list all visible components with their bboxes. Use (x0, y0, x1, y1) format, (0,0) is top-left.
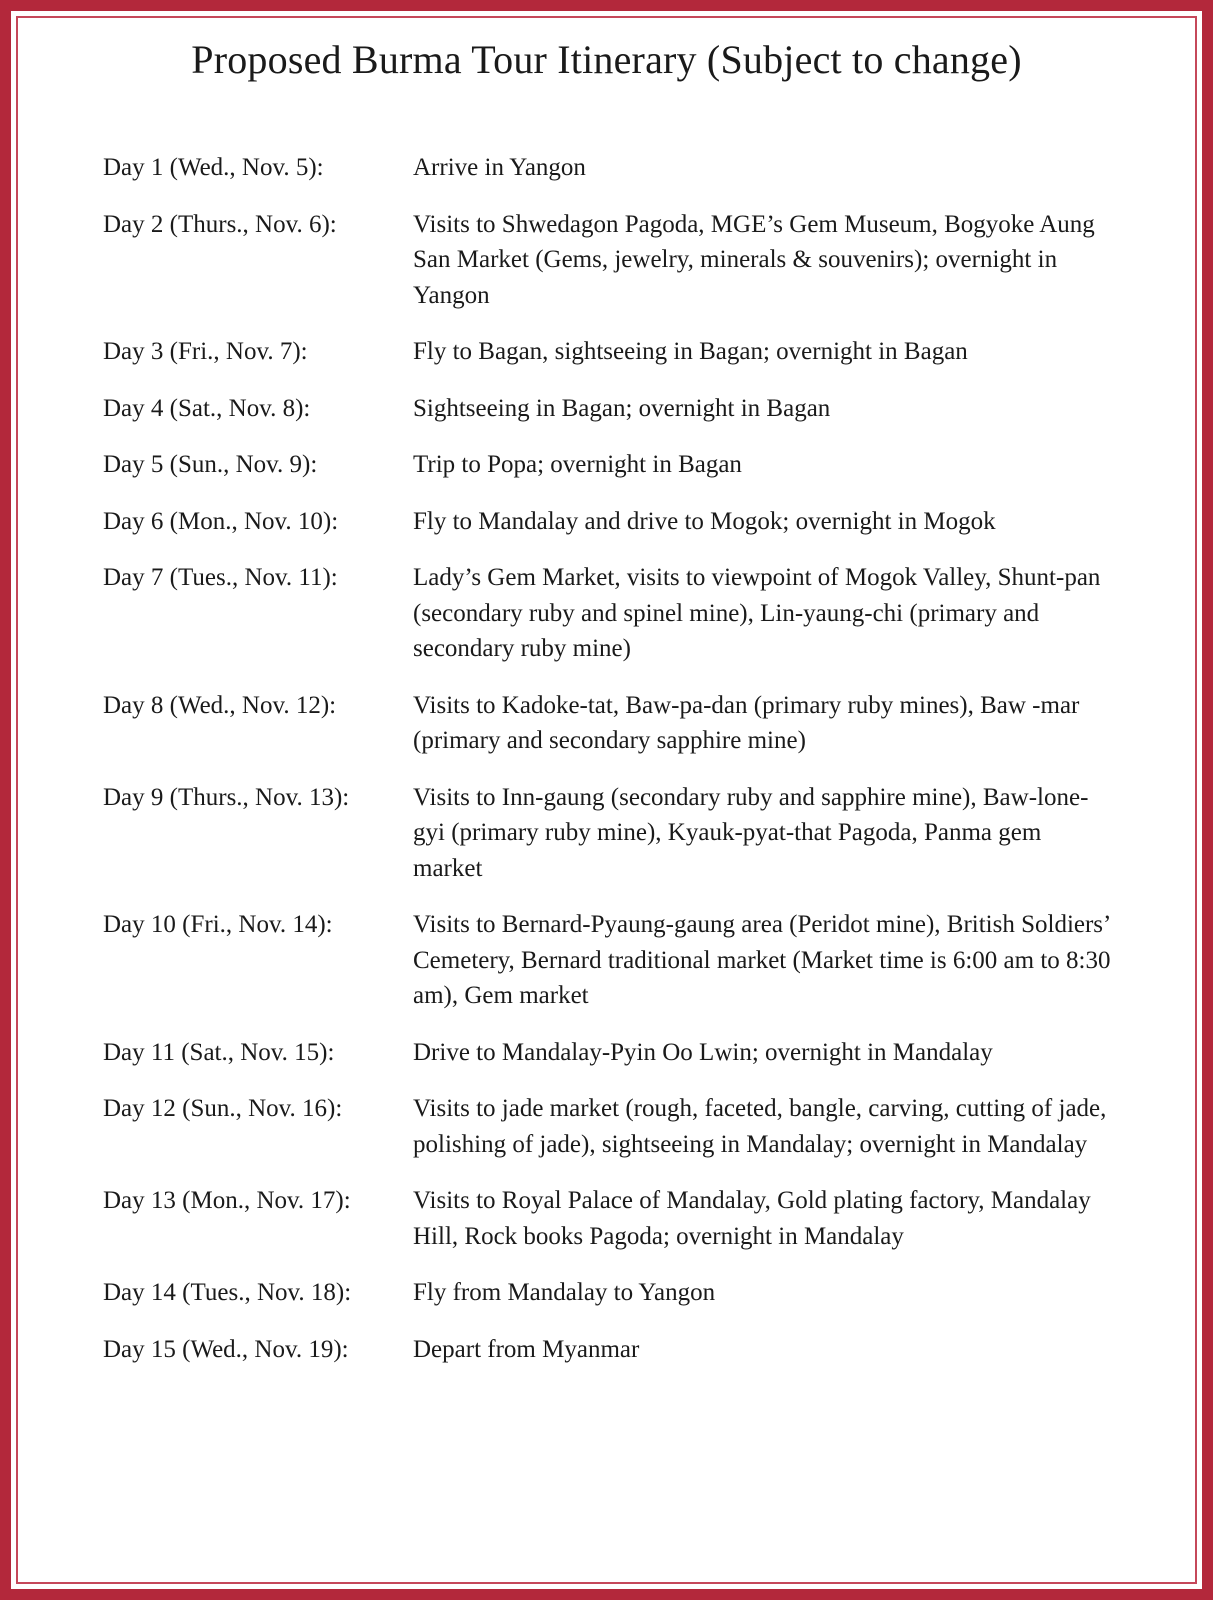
itinerary-row (103, 1275, 1113, 1311)
day-label: Day 7 (Tues., Nov. 11): (103, 564, 338, 591)
day-label: Day 3 (Fri., Nov. 7): (103, 338, 308, 365)
itinerary-list (103, 150, 1113, 1388)
day-description: Fly to Bagan, sightseeing in Bagan; overnight in Bagan (413, 338, 968, 365)
day-description: Fly to Mandalay and drive to Mogok; overnight in Mogok (413, 507, 996, 535)
day-label: Day 1 (Wed., Nov. 5): (103, 154, 324, 181)
day-description: Visits to Inn-gaung (secondary ruby and sapphire mine), Baw-lone-gyi (primary ruby mine), Kyauk-pyat-that Pagoda, Panma gem market (413, 783, 1089, 882)
itinerary-row (103, 688, 1113, 759)
day-description: Visits to Kadoke-tat, Baw-pa-dan (primary ruby mines), Baw -mar (primary and secondary sapphire mine) (413, 691, 1080, 754)
day-label: Day 12 (Sun., Nov. 16): (103, 1095, 343, 1122)
itinerary-row (103, 780, 1113, 887)
itinerary-row (103, 1091, 1113, 1162)
day-description: Visits to Bernard-Pyaung-gaung area (Peridot mine), British Soldiers’ Cemetery, Bernard traditional market (Market time is 6:00 am to 8:30 am), Gem market (413, 911, 1111, 1009)
day-description: Visits to Royal Palace of Mandalay, Gold plating factory, Mandalay Hill, Rock books Pagoda; overnight in Mandalay (413, 1187, 1091, 1250)
day-label: Day 11 (Sat., Nov. 15): (103, 1038, 335, 1066)
itinerary-row (103, 334, 1113, 370)
itinerary-row (103, 907, 1113, 1014)
day-description: Depart from Myanmar (413, 1335, 640, 1363)
itinerary-row (103, 1332, 1113, 1368)
day-description: Fly from Mandalay to Yangon (413, 1279, 716, 1306)
itinerary-row (103, 504, 1113, 540)
day-label: Day 13 (Mon., Nov. 17): (103, 1187, 351, 1214)
itinerary-row (103, 1183, 1113, 1254)
day-label: Day 14 (Tues., Nov. 18): (103, 1279, 352, 1306)
day-label: Day 4 (Sat., Nov. 8): (103, 394, 311, 422)
day-description: Visits to jade market (rough, faceted, bangle, carving, cutting of jade, polishing of jade), sightseeing in Mandalay; overnight in Mandalay (413, 1095, 1107, 1158)
day-description: Visits to Shwedagon Pagoda, MGE’s Gem Museum, Bogyoke Aung San Market (Gems, jewelry, minerals & souvenirs); overnight in Yangon (413, 210, 1095, 309)
itinerary-row (103, 150, 1113, 186)
day-label: Day 10 (Fri., Nov. 14): (103, 911, 333, 938)
day-description: Drive to Mandalay-Pyin Oo Lwin; overnight in Mandalay (413, 1038, 993, 1066)
itinerary-row (103, 560, 1113, 667)
day-description: Lady’s Gem Market, visits to viewpoint of Mogok Valley, Shunt-pan (secondary ruby and spinel mine), Lin-yaung-chi (primary and secondary ruby mine) (413, 564, 1101, 662)
itinerary-row (103, 207, 1113, 314)
page-title: Proposed Burma Tour Itinerary (Subject to change) (191, 37, 1022, 82)
itinerary-row (103, 1035, 1113, 1071)
day-label: Day 6 (Mon., Nov. 10): (103, 507, 339, 535)
itinerary-row (103, 447, 1113, 483)
day-label: Day 9 (Thurs., Nov. 13): (103, 783, 350, 811)
day-description: Arrive in Yangon (413, 154, 586, 181)
itinerary-row (103, 391, 1113, 427)
day-label: Day 8 (Wed., Nov. 12): (103, 691, 337, 719)
day-description: Trip to Popa; overnight in Bagan (413, 451, 742, 478)
day-label: Day 5 (Sun., Nov. 9): (103, 451, 318, 478)
day-label: Day 2 (Thurs., Nov. 6): (103, 210, 337, 238)
day-description: Sightseeing in Bagan; overnight in Bagan (413, 394, 831, 422)
day-label: Day 15 (Wed., Nov. 19): (103, 1335, 349, 1363)
